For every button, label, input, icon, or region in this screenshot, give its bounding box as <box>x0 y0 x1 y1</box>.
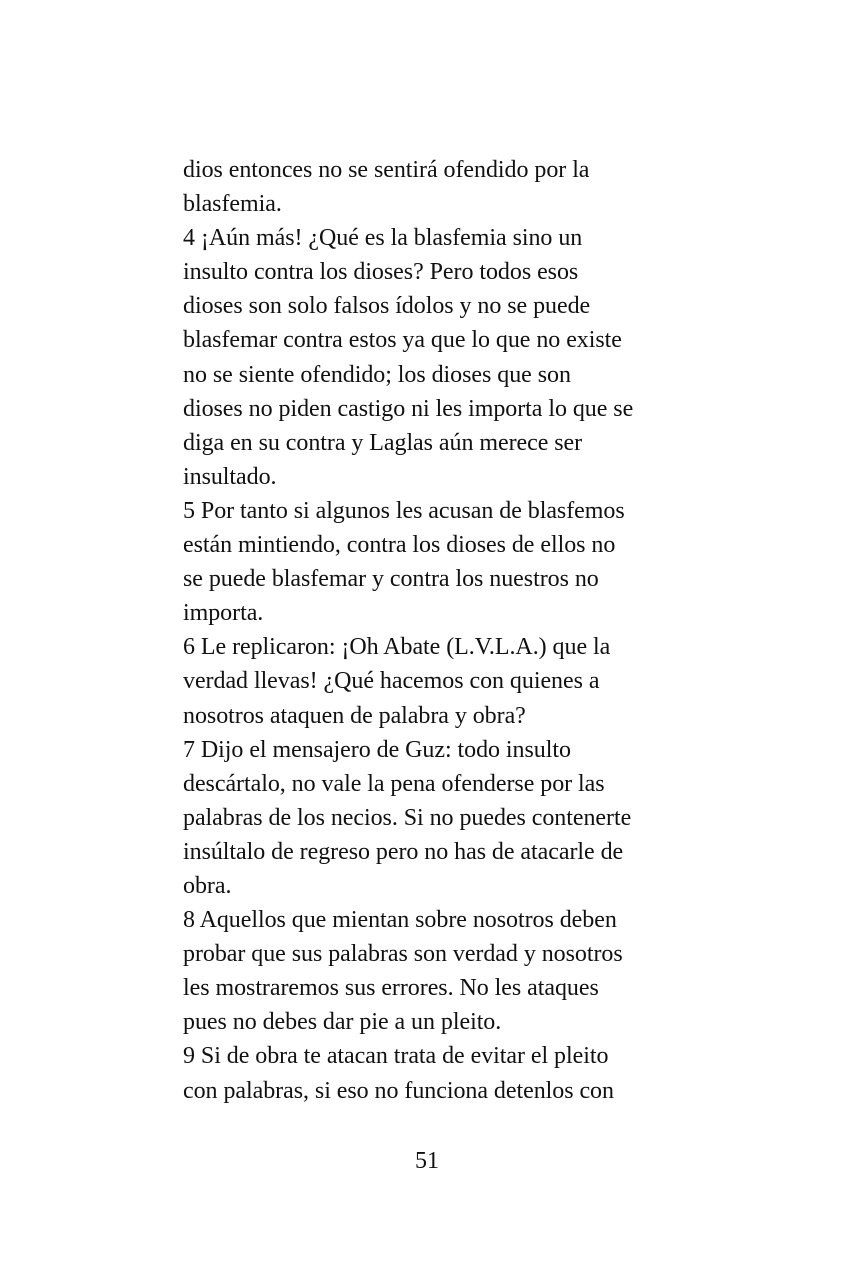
text-line: 5 Por tanto si algunos les acusan de blasfemos <box>183 497 625 524</box>
text-line: obra. <box>183 872 232 899</box>
text-line: diga en su contra y Laglas aún merece ser <box>183 429 583 456</box>
text-line: insúltalo de regreso pero no has de atacarle de <box>183 838 624 865</box>
text-line: insultado. <box>183 463 277 490</box>
text-line: blasfemia. <box>183 191 282 218</box>
text-line: insulto contra los dioses? Pero todos esos <box>183 259 579 286</box>
text-line: dios entonces no se sentirá ofendido por la <box>183 157 590 183</box>
text-line: probar que sus palabras son verdad y nosotros <box>183 941 623 968</box>
text-line: 4 ¡Aún más! ¿Qué es la blasfemia sino un <box>183 225 583 252</box>
text-line: palabras de los necios. Si no puedes contenerte <box>183 804 632 831</box>
text-line: nosotros ataquen de palabra y obra? <box>183 702 526 729</box>
text-line: importa. <box>183 600 264 627</box>
text-line: 8 Aquellos que mientan sobre nosotros deben <box>183 907 617 934</box>
text-line: pues no debes dar pie a un pleito. <box>183 1009 502 1036</box>
text-line: les mostraremos sus errores. No les ataques <box>183 975 599 1002</box>
page-number: 51 <box>415 1148 439 1174</box>
text-line: se puede blasfemar y contra los nuestros no <box>183 566 599 593</box>
text-line: están mintiendo, contra los dioses de ellos no <box>183 532 616 559</box>
text-line: descártalo, no vale la pena ofenderse por las <box>183 770 605 797</box>
text-line: con palabras, si eso no funciona detenlos con <box>183 1077 614 1104</box>
text-line: verdad llevas! ¿Qué hacemos con quienes a <box>183 668 600 695</box>
text-line: 9 Si de obra te atacan trata de evitar el pleito <box>183 1043 609 1070</box>
text-line: 7 Dijo el mensajero de Guz: todo insulto <box>183 736 571 763</box>
text-line: dioses son solo falsos ídolos y no se puede <box>183 293 591 320</box>
body-text <box>183 153 683 1108</box>
text-line: no se siente ofendido; los dioses que son <box>183 361 571 388</box>
text-line: 6 Le replicaron: ¡Oh Abate (L.V.L.A.) que la <box>183 634 611 661</box>
text-line: blasfemar contra estos ya que lo que no existe <box>183 327 622 354</box>
text-line: dioses no piden castigo ni les importa lo que se <box>183 395 634 422</box>
